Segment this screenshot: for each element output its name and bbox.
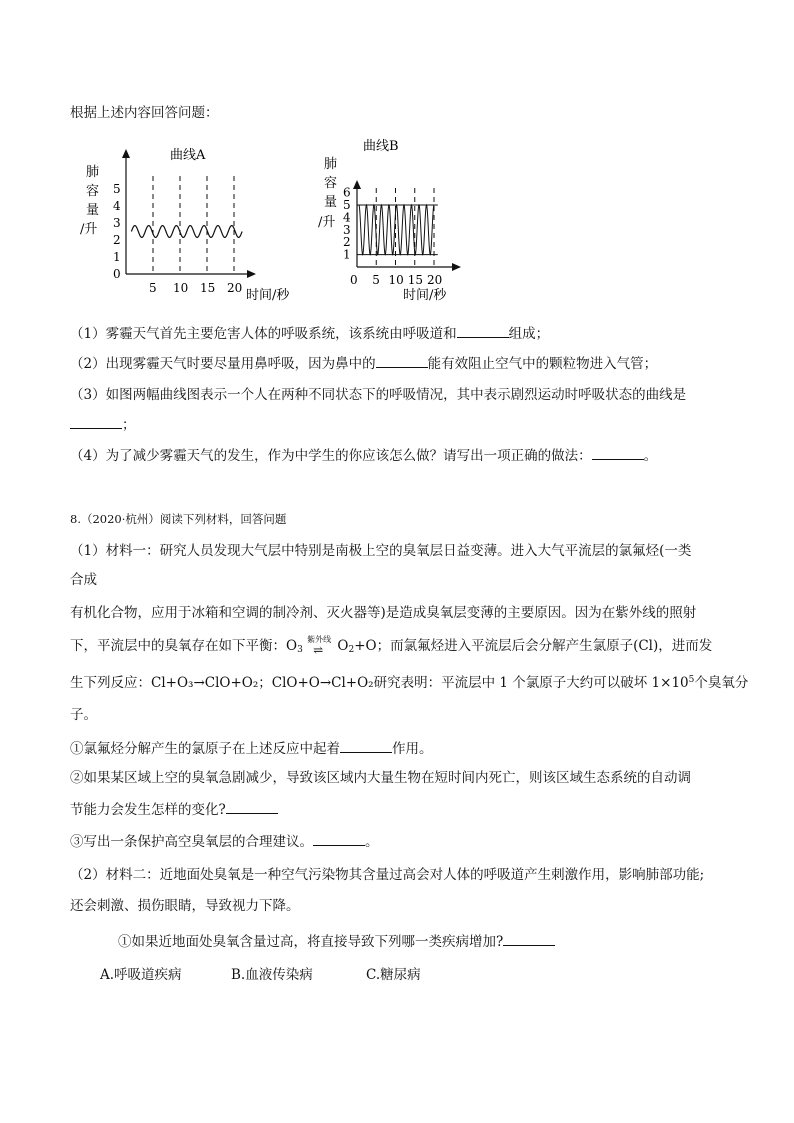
answer-blank-4[interactable]: [592, 447, 644, 460]
uv-label: 紫外线: [307, 634, 332, 644]
sub-question-1-end: 作用。: [392, 741, 433, 757]
intro-text: 根据上述内容回答问题：: [70, 105, 219, 121]
chart-a-ytick: 4: [113, 199, 121, 213]
chart-a: [80, 147, 290, 303]
chart-b-x-arrow: [452, 263, 461, 271]
chart-b-ytick: 3: [343, 222, 351, 237]
answer-blank-1[interactable]: [457, 325, 509, 338]
ozone-subscript: 3: [297, 645, 303, 655]
chart-b-ytick: 1: [343, 247, 351, 262]
chart-b-ytick: 4: [343, 210, 351, 225]
equilibrium-icon: ⇌: [313, 642, 324, 657]
chart-b-ytick: 6: [343, 185, 351, 200]
sub-question-1: [70, 740, 433, 758]
charts: [0, 0, 794, 320]
question-3-text: （3）如图两幅曲线图表示一个人在两种不同状态下的呼吸情况，其中表示剧烈运动时呼吸状态的曲线是: [70, 387, 687, 403]
chart-a-ylabel-char: 容: [86, 184, 100, 199]
material-1-line-1: （1）材料一：研究人员发现大气层中特别是南极上空的臭氧层日益变薄。进入大气平流层的氯氟烃(一类: [70, 543, 692, 559]
chart-a-ylabel-char: /升: [80, 222, 98, 237]
answer-blank-2[interactable]: [376, 355, 428, 368]
sub-question-3-text: ③写出一条保护高空臭氧层的合理建议。: [70, 834, 313, 850]
question-4-end: 。: [643, 448, 658, 464]
material-2-question-text: ①如果近地面处臭氧含量过高，将直接导致下列哪一类疾病增加?: [118, 934, 504, 950]
question-2-end: 能有效阻止空气中的颗粒物进入气管；: [427, 356, 658, 372]
chart-a-ytick: 5: [113, 182, 121, 196]
chart-b-xtick: 5: [372, 273, 380, 287]
chart-a-x-arrow: [247, 270, 256, 278]
oxygen-subscript: 2: [348, 645, 355, 655]
sub-question-1-text: ①氯氟烃分解产生的氯原子在上述反应中起着: [70, 741, 340, 757]
chart-b-xtick: 10: [388, 273, 404, 287]
answer-blank-8-3[interactable]: [313, 833, 365, 846]
question-1-text: （1）雾霾天气首先主要危害人体的呼吸系统，该系统由呼吸道和: [70, 326, 457, 342]
option-a[interactable]: A.呼吸道疾病: [100, 967, 182, 983]
sub-question-2-line2-text: 节能力会发生怎样的变化?: [70, 802, 226, 818]
material-1-line-5-text: 生下列反应：Cl+O₃→ClO+O₂；ClO+O→Cl+O₂研究表明：平流层中 1 个氯原子大约可以破坏 1×10: [70, 675, 689, 691]
chart-a-xlabel: 时间/秒: [246, 288, 290, 303]
chart-a-xtick: 20: [227, 281, 243, 295]
answer-blank-3[interactable]: [70, 416, 122, 429]
chart-b-ytick: 2: [343, 235, 351, 250]
answer-blank-8-4[interactable]: [503, 933, 555, 946]
question-3-end: ；: [122, 417, 136, 433]
question-3-line2: [70, 416, 136, 434]
question-3: [70, 386, 686, 404]
sub-question-3: [70, 833, 379, 851]
chart-b: [318, 138, 461, 303]
chart-a-title: 曲线A: [170, 148, 206, 163]
chart-b-xlabel: 时间/秒: [403, 288, 447, 303]
answer-blank-8-1[interactable]: [340, 740, 392, 753]
material-2-line-1: （2）材料二：近地面处臭氧是一种空气污染物其含量过高会对人体的呼吸道产生刺激作用，影响肺部功能;: [70, 867, 705, 883]
question-1: [70, 325, 549, 343]
chart-b-y-arrow: [353, 180, 361, 189]
chart-a-ytick: 1: [113, 250, 121, 264]
question-1-end: 组成；: [508, 326, 550, 342]
material-2-line-2: 还会刺激、损伤眼睛，导致视力下降。: [70, 898, 300, 914]
chart-b-ytick: 5: [343, 198, 351, 212]
option-b[interactable]: B.血液传染病: [231, 967, 313, 983]
chart-a-xtick: 15: [200, 281, 216, 295]
chart-a-ytick: 3: [113, 216, 121, 230]
chart-b-ylabel-char: /升: [318, 215, 336, 230]
chart-a-ylabel: [80, 164, 99, 237]
sub-question-2: ②如果某区域上空的臭氧急剧减少，导致该区域内大量生物在短时间内死亡，则该区域生态系统的自动调: [70, 770, 691, 786]
chart-a-xtick: 5: [149, 281, 157, 295]
chart-a-xtick: 10: [173, 281, 189, 295]
problem-8-header: 8.（2020·杭州）阅读下列材料，回答问题: [70, 512, 287, 526]
chart-b-ylabel: [318, 156, 337, 230]
answer-blank-8-2[interactable]: [226, 801, 278, 814]
sub-question-2-line2: [70, 801, 278, 819]
chart-b-xtick: 15: [407, 273, 424, 287]
sub-question-3-end: 。: [365, 834, 379, 850]
chart-a-ytick: 0: [113, 267, 121, 281]
chart-b-curve: [359, 205, 434, 255]
chart-b-ylabel-char: 肺: [324, 157, 338, 172]
chart-a-ylabel-char: 量: [86, 203, 100, 218]
material-1-line-4b: O: [333, 638, 349, 654]
question-2-text: （2）出现雾霾天气时要尽量用鼻呼吸，因为鼻中的: [70, 356, 376, 372]
chart-b-ylabel-char: 量: [324, 195, 338, 210]
question-4: [70, 447, 657, 465]
equilibrium-arrow: [307, 634, 333, 657]
material-1-line-6: 子。: [70, 707, 97, 723]
material-1-line-4: [70, 634, 713, 659]
question-2: [70, 355, 657, 373]
chart-a-ytick: 2: [113, 233, 121, 247]
material-1-line-4a: 下，平流层中的臭氧存在如下平衡：O: [70, 638, 298, 654]
material-1-line-4c: +O；而氯氟烃进入平流层后会分解产生氯原子(Cl)，进而发: [354, 638, 713, 654]
chart-b-xtick: 0: [350, 273, 358, 287]
option-c[interactable]: C.糖尿病: [366, 967, 421, 983]
chart-b-ylabel-char: 容: [324, 176, 338, 191]
chart-a-ylabel-char: 肺: [86, 165, 100, 180]
material-1-line-5: [70, 671, 748, 692]
material-2-question: [118, 933, 555, 951]
chart-b-xtick: 20: [427, 273, 443, 287]
exponent: 5: [688, 675, 695, 685]
question-4-text: （4）为了减少雾霾天气的发生，作为中学生的你应该怎么做？请写出一项正确的做法：: [70, 448, 592, 464]
material-1-line-5-end: 个臭氧分: [694, 675, 749, 691]
chart-a-curve: [131, 226, 242, 238]
chart-b-title: 曲线B: [363, 139, 399, 154]
material-1-line-3: 有机化合物，应用于冰箱和空调的制冷剂、灭火器等)是造成臭氧层变薄的主要原因。因为在紫外线的照射: [70, 605, 697, 621]
material-1-line-2: 合成: [70, 572, 97, 588]
chart-a-y-arrow: [122, 149, 130, 158]
